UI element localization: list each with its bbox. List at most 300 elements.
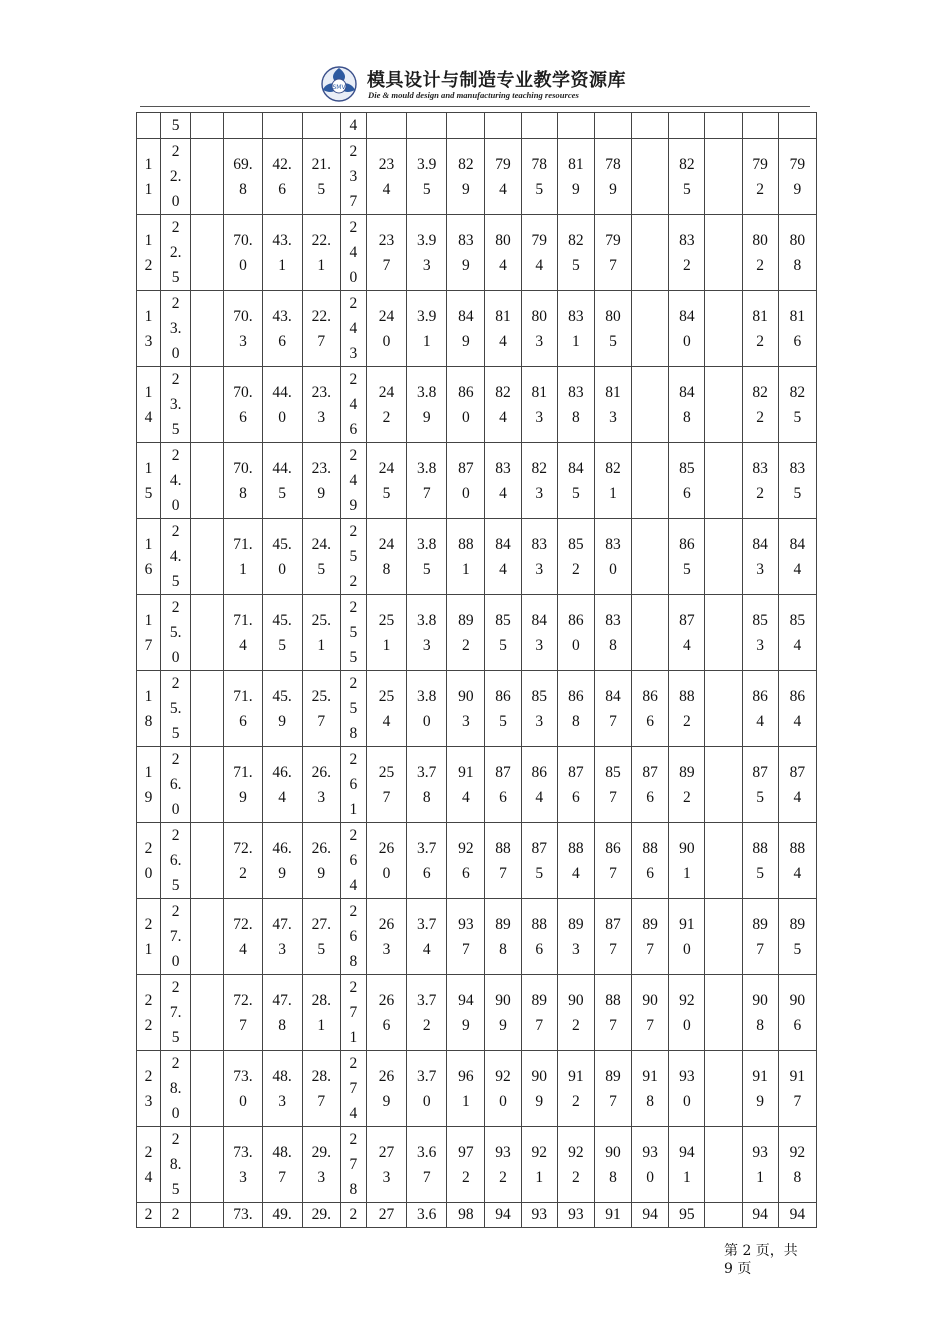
cell-text: 87 0 [458, 459, 474, 502]
cell-text: 90 1 [679, 839, 695, 882]
table-cell [191, 975, 224, 1051]
cell-text: 83 8 [605, 611, 621, 654]
table-cell [447, 975, 485, 1051]
table-cell [521, 747, 557, 823]
table-cell [485, 1203, 521, 1228]
table-cell [447, 443, 485, 519]
table-cell [366, 975, 406, 1051]
cell-text: 2 8. 0 [169, 1055, 182, 1122]
table-cell [632, 113, 669, 139]
table-cell [557, 139, 594, 215]
cell-text: 27. 5 [311, 915, 331, 958]
table-cell [485, 595, 521, 671]
table-cell [447, 291, 485, 367]
cell-text: 2 3 7 [349, 143, 358, 210]
cell-text: 98 [458, 1206, 474, 1223]
cell-text: 71. 4 [233, 611, 253, 654]
table-cell [669, 747, 705, 823]
table-cell [632, 1203, 669, 1228]
table-cell [302, 823, 340, 899]
table-cell [161, 823, 191, 899]
cell-text: 91 9 [752, 1067, 768, 1110]
table-cell [778, 1051, 816, 1127]
table-cell [557, 291, 594, 367]
table-cell [191, 595, 224, 671]
table-cell [161, 747, 191, 823]
cell-text: 73. 0 [233, 1067, 253, 1110]
table-cell [191, 1127, 224, 1203]
cell-text: 88 4 [568, 839, 584, 882]
table-row [137, 975, 817, 1051]
table-cell [778, 215, 816, 291]
cell-text: 3.9 5 [417, 155, 437, 198]
table-cell [137, 747, 161, 823]
table-cell [632, 367, 669, 443]
table-cell [447, 113, 485, 139]
table-cell [778, 1203, 816, 1228]
table-row [137, 519, 817, 595]
table-cell [557, 367, 594, 443]
table-cell [302, 1203, 340, 1228]
table-cell [705, 113, 742, 139]
table-cell [521, 215, 557, 291]
cell-text: 91 7 [789, 1067, 806, 1110]
cell-text: 85 2 [568, 535, 584, 578]
table-cell [632, 1127, 669, 1203]
cell-text: 24 8 [378, 535, 395, 578]
cell-text: 94 [752, 1206, 768, 1223]
cell-text: 3.7 4 [417, 915, 437, 958]
table-cell [224, 899, 262, 975]
cell-text: 87 4 [679, 611, 695, 654]
table-cell [340, 747, 366, 823]
table-cell [632, 671, 669, 747]
cell-text: 21. 5 [311, 155, 331, 198]
table-cell [447, 1203, 485, 1228]
cell-text: 89 2 [458, 611, 474, 654]
cell-text: 2 0 [144, 839, 153, 882]
table-cell [302, 519, 340, 595]
cell-text: 84 5 [568, 459, 584, 502]
table-cell [669, 899, 705, 975]
cell-text: 87 6 [642, 763, 658, 806]
cell-text: 83 0 [605, 535, 621, 578]
table-cell [632, 823, 669, 899]
table-cell [191, 671, 224, 747]
table-cell [669, 443, 705, 519]
table-cell [778, 367, 816, 443]
cell-text: 1 8 [144, 687, 153, 730]
table-cell [407, 899, 447, 975]
resource-library-subtitle: Die & mould design and manufacturing teaching resources [368, 90, 579, 100]
table-cell [669, 139, 705, 215]
table-cell [705, 747, 742, 823]
cell-text: 93 1 [752, 1143, 768, 1186]
cell-text: 78 5 [531, 155, 547, 198]
cell-text: 85 3 [531, 687, 547, 730]
table-cell [224, 823, 262, 899]
cell-text: 89 3 [568, 915, 584, 958]
cell-text: 25 7 [378, 763, 395, 806]
cell-text: 24 5 [378, 459, 395, 502]
cell-text: 82 5 [789, 383, 806, 426]
cell-text: 86 0 [458, 383, 474, 426]
table-cell [594, 975, 631, 1051]
cell-text: 2 6 4 [349, 827, 358, 894]
table-cell [742, 1127, 778, 1203]
table-cell [521, 1051, 557, 1127]
table-cell [407, 747, 447, 823]
cell-text: 44. 0 [272, 383, 292, 426]
cell-text: 90 7 [642, 991, 658, 1034]
table-cell [742, 747, 778, 823]
table-cell [485, 443, 521, 519]
cell-text: 2 5. 0 [169, 599, 182, 666]
cell-text: 29. [311, 1206, 331, 1223]
cell-text: 83 4 [495, 459, 511, 502]
table-cell [137, 291, 161, 367]
table-cell [705, 975, 742, 1051]
cell-text: 72. 2 [233, 839, 253, 882]
table-cell [302, 1051, 340, 1127]
table-cell [742, 291, 778, 367]
table-cell [705, 1127, 742, 1203]
cell-text: 93 0 [642, 1143, 658, 1186]
table-cell [340, 1051, 366, 1127]
cell-text: 84 9 [458, 307, 474, 350]
table-cell [407, 139, 447, 215]
table-cell [594, 443, 631, 519]
table-cell [340, 975, 366, 1051]
table-cell [632, 291, 669, 367]
cell-text: 92 1 [531, 1143, 547, 1186]
table-cell [557, 1203, 594, 1228]
cell-text: 79 4 [531, 231, 547, 274]
table-cell [340, 113, 366, 139]
table-row [137, 1127, 817, 1203]
cell-text: 85 3 [752, 611, 768, 654]
cell-text: 2 6. 0 [169, 751, 182, 818]
table-cell [447, 215, 485, 291]
table-cell [669, 367, 705, 443]
table-cell [632, 595, 669, 671]
cell-text: 91 0 [679, 915, 695, 958]
cell-text: 94 [495, 1206, 511, 1223]
table-cell [485, 899, 521, 975]
table-cell [191, 139, 224, 215]
table-cell [778, 899, 816, 975]
cell-text: 2 5. 5 [169, 675, 182, 742]
cell-text: 2 3. 5 [169, 371, 182, 438]
table-cell [161, 1051, 191, 1127]
table-cell [137, 975, 161, 1051]
cell-text: 86 4 [789, 687, 806, 730]
cell-text: 70. 0 [233, 231, 253, 274]
cell-text: 44. 5 [272, 459, 292, 502]
table-cell [669, 671, 705, 747]
cell-text: 26 6 [378, 991, 395, 1034]
table-cell [594, 899, 631, 975]
table-cell [161, 113, 191, 139]
table-cell [669, 1203, 705, 1228]
cell-text: 43. 1 [272, 231, 292, 274]
cell-text: 72. 7 [233, 991, 253, 1034]
cell-text: 48. 7 [272, 1143, 292, 1186]
cell-text: 2 2. 0 [169, 143, 182, 210]
table-cell [302, 595, 340, 671]
cell-text: 48. 3 [272, 1067, 292, 1110]
table-row [137, 1051, 817, 1127]
table-cell [485, 215, 521, 291]
table-row [137, 367, 817, 443]
cell-text: 3.8 3 [417, 611, 437, 654]
table-cell [407, 823, 447, 899]
cell-text: 2 6 1 [349, 751, 358, 818]
table-cell [224, 975, 262, 1051]
table-cell [557, 747, 594, 823]
table-cell [447, 823, 485, 899]
table-cell [407, 1203, 447, 1228]
cell-text: 3.8 5 [417, 535, 437, 578]
table-cell [407, 113, 447, 139]
table-cell [407, 975, 447, 1051]
cell-text: 86 8 [568, 687, 584, 730]
table-cell [340, 291, 366, 367]
cell-text: 3.8 9 [417, 383, 437, 426]
cell-text: 83 9 [458, 231, 474, 274]
table-cell [669, 215, 705, 291]
table-cell [366, 1203, 406, 1228]
table-cell [191, 899, 224, 975]
table-cell [302, 291, 340, 367]
table-cell [705, 519, 742, 595]
cell-text: 86 5 [679, 535, 695, 578]
table-cell [340, 139, 366, 215]
table-cell [302, 975, 340, 1051]
cell-text: 81 6 [789, 307, 806, 350]
table-row [137, 443, 817, 519]
cell-text: 47. 8 [272, 991, 292, 1034]
table-row [137, 113, 817, 139]
table-cell [594, 1127, 631, 1203]
cell-text: 2 2 [144, 991, 153, 1034]
cell-text: 80 8 [789, 231, 806, 274]
cell-text: 81 9 [568, 155, 584, 198]
table-cell [407, 291, 447, 367]
cell-text: 2 6. 5 [169, 827, 182, 894]
table-cell [594, 113, 631, 139]
cell-text: 94 [789, 1206, 806, 1223]
cell-text: 3.6 7 [417, 1143, 437, 1186]
table-cell [742, 671, 778, 747]
table-cell [262, 291, 302, 367]
table-cell [302, 139, 340, 215]
table-cell [485, 1127, 521, 1203]
table-cell [447, 1051, 485, 1127]
cell-text: 2 4 6 [349, 371, 358, 438]
table-cell [340, 1127, 366, 1203]
cell-text: 85 5 [495, 611, 511, 654]
cell-text: 2 4 9 [349, 447, 358, 514]
table-cell [705, 139, 742, 215]
table-cell [340, 519, 366, 595]
table-cell [669, 1051, 705, 1127]
table-cell [224, 1203, 262, 1228]
table-cell [447, 747, 485, 823]
table-cell [447, 1127, 485, 1203]
table-cell [485, 747, 521, 823]
table-cell [340, 1203, 366, 1228]
table-cell [262, 823, 302, 899]
cell-text: 2 [349, 1206, 358, 1223]
cell-text: 88 6 [531, 915, 547, 958]
cell-text: 5 [171, 116, 180, 134]
cell-text: 90 2 [568, 991, 584, 1034]
table-cell [340, 899, 366, 975]
cell-text: 79 4 [495, 155, 511, 198]
data-table [136, 112, 817, 1228]
cell-text: 3.6 [417, 1206, 437, 1223]
cell-text: 3.7 2 [417, 991, 437, 1034]
table-cell [224, 519, 262, 595]
cell-text: 42. 6 [272, 155, 292, 198]
cell-text: 2 5 8 [349, 675, 358, 742]
cell-text: 82 9 [458, 155, 474, 198]
cell-text: 43. 6 [272, 307, 292, 350]
table-cell [485, 367, 521, 443]
table-cell [407, 443, 447, 519]
cell-text: 91 4 [458, 763, 474, 806]
table-cell [742, 139, 778, 215]
cell-text: 83 1 [568, 307, 584, 350]
table-cell [594, 823, 631, 899]
cell-text: 94 9 [458, 991, 474, 1034]
table-cell [557, 1051, 594, 1127]
table-cell [191, 291, 224, 367]
cell-text: 85 7 [605, 763, 621, 806]
cell-text: 46. 9 [272, 839, 292, 882]
table-cell [407, 367, 447, 443]
table-row [137, 139, 817, 215]
table-cell [366, 1051, 406, 1127]
cell-text: 2 8. 5 [169, 1131, 182, 1198]
cell-text: 88 1 [458, 535, 474, 578]
cell-text: 90 6 [789, 991, 806, 1034]
table-cell [161, 975, 191, 1051]
table-cell [137, 899, 161, 975]
table-cell [742, 113, 778, 139]
cell-text: 93 7 [458, 915, 474, 958]
table-cell [262, 899, 302, 975]
cell-text: 2 4. 0 [169, 447, 182, 514]
table-cell [521, 595, 557, 671]
table-cell [262, 975, 302, 1051]
table-cell [778, 1127, 816, 1203]
cell-text: 72. 4 [233, 915, 253, 958]
table-cell [557, 899, 594, 975]
table-row [137, 291, 817, 367]
logo-text: SMV [332, 84, 346, 91]
cell-text: 80 4 [495, 231, 511, 274]
table-cell [340, 823, 366, 899]
cell-text: 97 2 [458, 1143, 474, 1186]
cell-text: 3.7 8 [417, 763, 437, 806]
cell-text: 27 [378, 1206, 395, 1223]
table-cell [340, 215, 366, 291]
table-cell [302, 367, 340, 443]
table-cell [521, 899, 557, 975]
table-cell [705, 595, 742, 671]
table-cell [632, 443, 669, 519]
table-cell [594, 139, 631, 215]
cell-text: 25 1 [378, 611, 395, 654]
table-cell [224, 443, 262, 519]
cell-text: 84 4 [495, 535, 511, 578]
table-cell [669, 113, 705, 139]
table-cell [705, 671, 742, 747]
cell-text: 71. 6 [233, 687, 253, 730]
cell-text: 89 7 [752, 915, 768, 958]
cell-text: 3.8 7 [417, 459, 437, 502]
table-cell [778, 671, 816, 747]
cell-text: 23. 9 [311, 459, 331, 502]
table-cell [557, 823, 594, 899]
cell-text: 82 1 [605, 459, 621, 502]
table-cell [161, 519, 191, 595]
cell-text: 81 3 [605, 383, 621, 426]
cell-text: 89 8 [495, 915, 511, 958]
cell-text: 70. 8 [233, 459, 253, 502]
cell-text: 82 3 [531, 459, 547, 502]
cell-text: 2 5 5 [349, 599, 358, 666]
cell-text: 45. 9 [272, 687, 292, 730]
cell-text: 29. 3 [311, 1143, 331, 1186]
cell-text: 85 6 [679, 459, 695, 502]
table-cell [366, 291, 406, 367]
cell-text: 93 0 [679, 1067, 695, 1110]
cell-text: 80 5 [605, 307, 621, 350]
school-logo-icon [317, 64, 361, 104]
table-cell [366, 113, 406, 139]
cell-text: 71. 9 [233, 763, 253, 806]
table-cell [340, 443, 366, 519]
cell-text: 80 3 [531, 307, 547, 350]
table-cell [485, 291, 521, 367]
cell-text: 2 [171, 1206, 180, 1223]
cell-text: 86 4 [531, 763, 547, 806]
table-cell [778, 595, 816, 671]
table-cell [521, 1127, 557, 1203]
cell-text: 89 7 [642, 915, 658, 958]
table-row [137, 671, 817, 747]
cell-text: 88 7 [605, 991, 621, 1034]
cell-text: 1 4 [144, 383, 153, 426]
cell-text: 89 2 [679, 763, 695, 806]
table-cell [521, 113, 557, 139]
table-cell [137, 367, 161, 443]
cell-text: 83 2 [679, 231, 695, 274]
cell-text: 82 5 [679, 155, 695, 198]
table-cell [778, 975, 816, 1051]
cell-text: 90 9 [531, 1067, 547, 1110]
table-cell [594, 519, 631, 595]
cell-text: 2 [144, 1206, 153, 1223]
table-cell [557, 671, 594, 747]
cell-text: 3.8 0 [417, 687, 437, 730]
table-cell [594, 595, 631, 671]
table-cell [742, 215, 778, 291]
table-cell [262, 519, 302, 595]
